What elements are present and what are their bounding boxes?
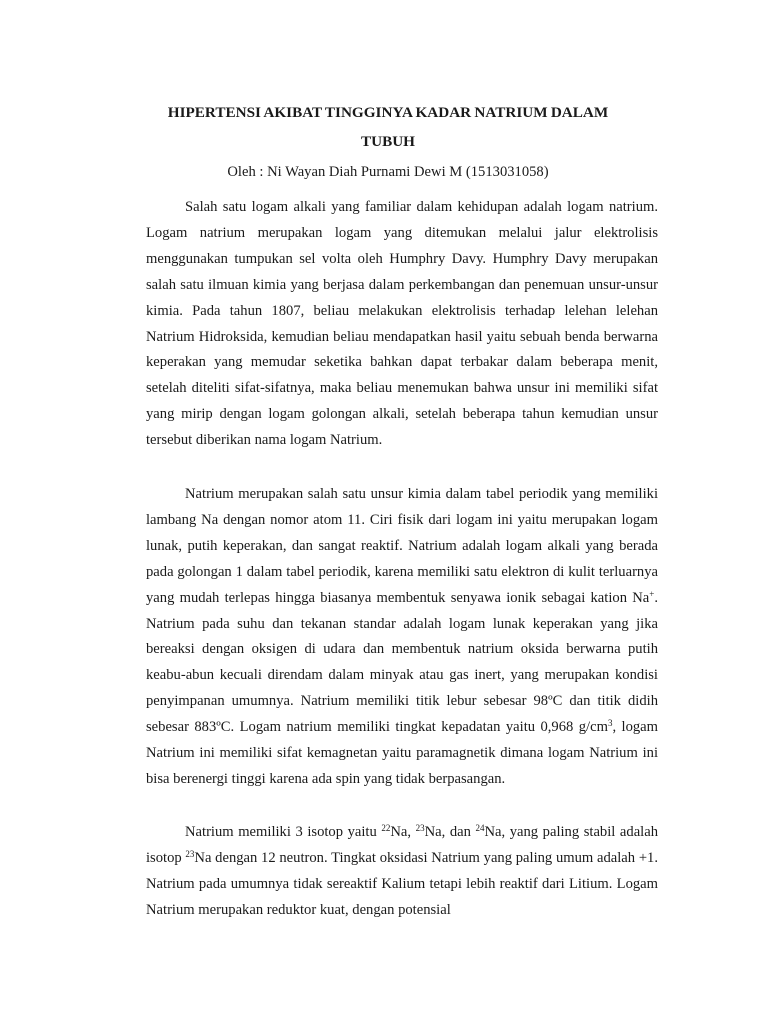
paragraph-1: Salah satu logam alkali yang familiar dalam kehidupan adalah logam natrium. Logam natrium merupakan logam yang ditemukan melalui jalur elektrolisis menggunakan tumpukan sel volta oleh Humphry Davy. Humphry Davy merupakan salah satu ilmuan kimia yang berjasa dalam perkembangan dan penemuan unsur-unsur kimia. Pada tahun 1807, beliau melakukan elektrolisis terhadap lelehan lelehan Natrium Hidroksida, kemudian beliau mendapatkan hasil yaitu sebuah benda berwarna keperakan yang memudar seketika bahkan dapat terbakar dalam beberapa menit, setelah diteliti sifat-sifatnya, maka beliau menemukan bahwa unsur ini memiliki sifat yang mirip dengan logam golongan alkali, setelah beberapa tahun kemudian unsur tersebut diberikan nama logam Natrium. <box>146 199 658 449</box>
paragraph-3: Natrium memiliki 3 isotop yaitu $^{22}$Na, $^{23}$Na, dan $^{24}$Na, yang paling stabil adalah isotop $^{23}$Na dengan 12 neutron. Tingkat oksidasi Natrium yang paling umum adalah +1. Natrium pada umumnya tidak sereaktif Kalium tetapi lebih reaktif dari Litium. Logam Natrium merupakan reduktor kuat, dengan potensial <box>146 823 658 918</box>
paragraph-2: Natrium merupakan salah satu unsur kimia dalam tabel periodik yang memiliki lambang Na dengan nomor atom 11. Ciri fisik dari logam ini yaitu merupakan logam lunak, putih keperakan, dan sangat reaktif. Natrium adalah logam alkali yang berada pada golongan 1 dalam tabel periodik, karena memiliki satu elektron di kulit terluarnya yang mudah terlepas hingga biasanya membentuk senyawa ionik sebagai kation Na+. Natrium pada suhu dan tekanan standar adalah logam lunak keperakan yang jika bereaksi dengan oksigen di udara dan membentuk natrium oksida berwarna putih keabu-abun kecuali direndam dalam minyak atau gas inert, yang merupakan kondisi penyimpanan umumnya. Natrium memiliki titik lebur sebesar 98ºC dan titik didih sebesar 883ºC. Logam natrium memiliki tingkat kepadatan yaitu 0,968 $g/cm^3$, logam Natrium ini memiliki sifat kemagnetan yaitu paramagnetik dimana logam Natrium ini bisa berenergi tinggi karena ada spin yang tidak berpasangan. <box>146 486 658 787</box>
author-line: Oleh : Ni Wayan Diah Purnami Dewi M (1513031058) <box>227 164 549 180</box>
document-title: HIPERTENSI AKIBAT TINGGINYA KADAR NATRIUM DALAM TUBUH <box>167 104 609 150</box>
